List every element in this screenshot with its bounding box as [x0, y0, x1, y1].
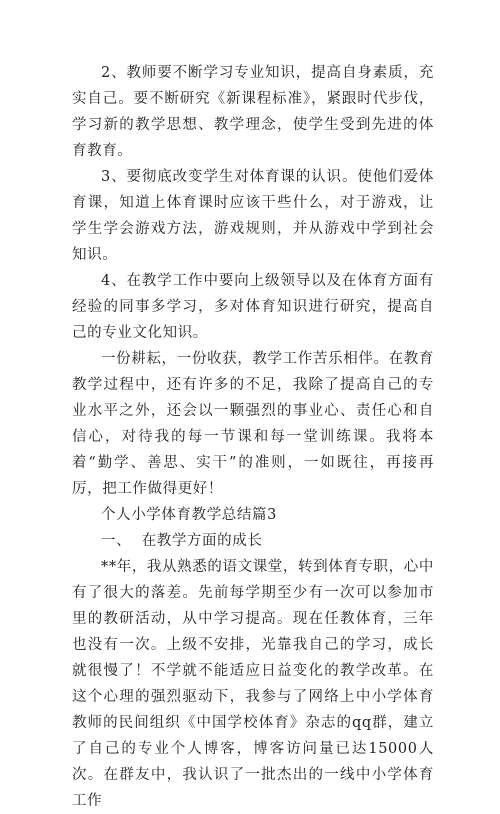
document-body: [72, 60, 434, 814]
subsection-title: 一、 在教学方面的成长: [101, 533, 263, 549]
section-title: 个人小学体育教学总结篇3: [101, 507, 277, 523]
paragraph-item-4: 4、在教学工作中要向上级领导以及在体育方面有经验的同事多学习，多对体育知识进行研究，提高自己的专业文化知识。: [72, 273, 434, 341]
paragraph-conclusion: 一份耕耘，一份收获，教学工作苦乐相伴。在教育教学过程中，还有许多的不足，我除了提高自己的专业水平之外，还会以一颗强烈的事业心、责任心和自信心，对待我的每一节课和每一堂训练课。我将本着“勤学、善思、实干”的准则，一如既往，再接再厉，把工作做得更好！: [72, 351, 434, 497]
paragraph-item-3: 3、要彻底改变学生对体育课的认识。使他们爱体育课，知道上体育课时应该干些什么，对于游戏，让学生学会游戏方法，游戏规则，并从游戏中学到社会知识。: [72, 169, 434, 263]
paragraph-item-2: 2、教师要不断学习专业知识，提高自身素质，充实自己。要不断研究《新课程标准》，紧跟时代步伐，学习新的教学思想、教学理念，使学生受到先进的体育教育。: [72, 65, 434, 159]
paragraph-body: **年，我从熟悉的语文课堂，转到体育专职，心中有了很大的落差。先前每学期至少有一次可以参加市里的教研活动，从中学习提高。现在任教体育，三年也没有一次。上级不安排，光靠我自己的学习，成长就很慢了！不学就不能适应日益变化的教学改革。在这个心理的强烈驱动下，我参与了网络上中小学体育教师的民间组织《中国学校体育》杂志的qq群，建立了自己的专业个人博客，博客访问量已达15000人次。在群友中，我认识了一批杰出的一线中小学体育工作: [72, 559, 434, 809]
